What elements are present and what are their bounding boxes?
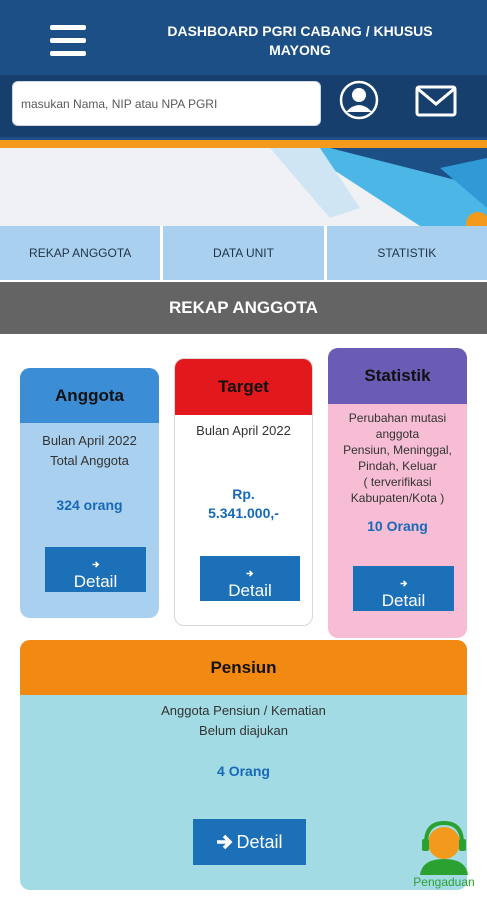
pengaduan-label[interactable]: Pengaduan xyxy=(413,875,475,889)
search-input[interactable] xyxy=(12,81,321,126)
detail-button-label: Detail xyxy=(381,591,426,610)
user-profile-icon[interactable] xyxy=(339,80,379,120)
anggota-description: Total Anggota xyxy=(50,453,129,468)
pensiun-card-title: Pensiun xyxy=(20,640,467,695)
target-currency: Rp. xyxy=(232,486,255,502)
statistik-card xyxy=(328,348,467,638)
statistik-desc-4: Pindah, Keluar xyxy=(358,459,437,473)
title-line-1: DASHBOARD PGRI CABANG / KHUSUS xyxy=(167,23,433,39)
statistik-desc-2: anggota xyxy=(375,427,420,441)
detail-button-label: Detail xyxy=(73,572,118,591)
pensiun-detail-button[interactable] xyxy=(193,819,306,865)
menu-icon[interactable] xyxy=(50,25,86,57)
anggota-period: Bulan April 2022 xyxy=(42,433,137,448)
pensiun-desc-2: Belum diajukan xyxy=(199,723,288,738)
tab-data-unit[interactable]: DATA UNIT xyxy=(163,226,323,280)
target-card xyxy=(174,358,313,626)
detail-button-label: Detail xyxy=(236,831,283,852)
statistik-detail-button[interactable] xyxy=(353,566,454,611)
statistik-card-title: Statistik xyxy=(328,348,467,404)
target-detail-button[interactable] xyxy=(200,556,300,601)
tab-bar xyxy=(0,226,487,280)
arrow-right-icon xyxy=(87,561,105,568)
tab-statistik[interactable]: STATISTIK xyxy=(327,226,487,280)
statistik-desc-3: Pensiun, Meninggal, xyxy=(343,443,452,457)
anggota-detail-button[interactable] xyxy=(45,547,146,592)
anggota-card-title: Anggota xyxy=(20,368,159,423)
pensiun-card xyxy=(20,640,467,890)
statistik-desc-5: ( terverifikasi xyxy=(363,475,432,489)
tab-rekap-anggota[interactable]: REKAP ANGGOTA xyxy=(0,226,160,280)
target-amount: 5.341.000,- xyxy=(208,505,279,521)
statistik-count: 10 Orang xyxy=(367,518,428,534)
anggota-count: 324 orang xyxy=(56,497,123,513)
section-title: REKAP ANGGOTA xyxy=(0,282,487,334)
pensiun-count: 4 Orang xyxy=(217,763,270,779)
banner-graphic xyxy=(0,148,487,226)
title-line-2: MAYONG xyxy=(269,42,331,58)
pensiun-desc-1: Anggota Pensiun / Kematian xyxy=(161,703,326,718)
anggota-card xyxy=(20,368,159,618)
accent-divider xyxy=(0,140,487,148)
arrow-right-icon xyxy=(241,570,259,577)
statistik-desc-6: Kabupaten/Kota ) xyxy=(350,491,445,505)
mail-icon[interactable] xyxy=(415,85,457,117)
target-period: Bulan April 2022 xyxy=(196,423,291,438)
arrow-right-icon xyxy=(216,834,234,850)
page-title xyxy=(140,22,460,60)
target-card-title: Target xyxy=(175,359,312,415)
statistik-desc-1: Perubahan mutasi xyxy=(348,411,447,425)
arrow-right-icon xyxy=(395,580,413,587)
detail-button-label: Detail xyxy=(228,581,272,600)
